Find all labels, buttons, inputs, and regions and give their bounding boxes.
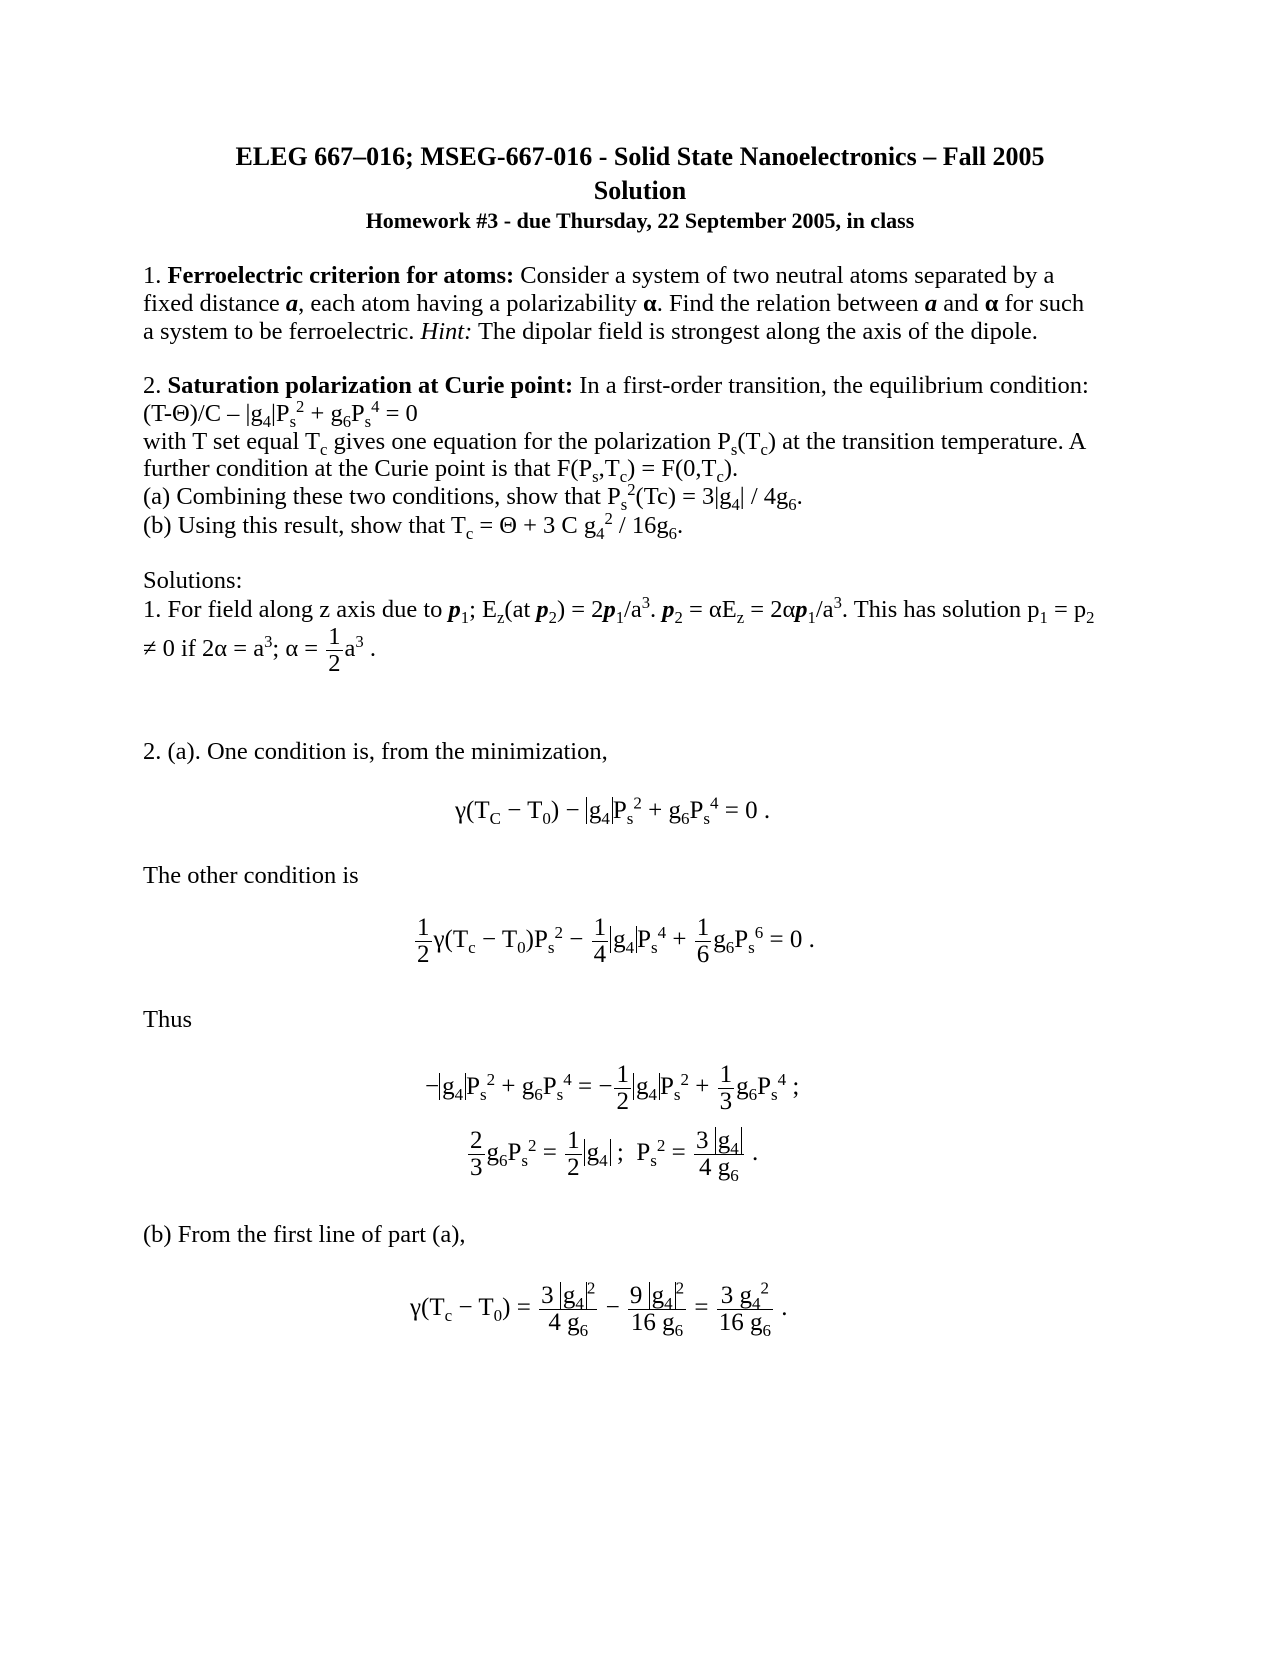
text: a system to be ferroelectric. (143, 318, 415, 345)
text: for such (1004, 290, 1085, 317)
solution-1-line-2: ≠ 0 if $2\alpha = a^3$; α = $\frac{1}{2}$ $a^3$ . (143, 623, 376, 677)
problem-2-line-4: further condition at the Curie point is that $F(P_s,T_c) = F(0,T_c)$. (143, 455, 739, 486)
text: In a first-order transition, the equilibrium condition: (579, 372, 1089, 399)
equation-thus-2: $\frac{2}{3}$ $g_6P_s^2$ = $\frac{1}{2}$ $g_4$ ; $P_s^2$ = $\frac{3 g_4}{4 g_6}$ . (470, 1127, 759, 1185)
text: 1. For field along z axis due to (143, 596, 443, 623)
problem-2-heading: Saturation polarization at Curie point: (167, 372, 574, 399)
problem-2-part-b: (b) Using this result, show that $T_c = \Theta + 3$ C $g_4^2 / 16g_6$. (143, 508, 684, 543)
homework-line: Homework #3 - due Thursday, 22 September 2005, in class (365, 208, 915, 233)
problem-1-line-1 (143, 262, 1054, 290)
hint-label: Hint: (420, 318, 473, 345)
equation-minimization: $\gamma(T_C - T_0) - g_4$ $P_s^2 + g_6P_s^4 = 0$ . (455, 793, 771, 828)
problem-2-part-a: (a) Combining these two conditions, show that $P_s^2(Tc) = 3|g_4| / 4g_6$. (143, 479, 803, 514)
equation-thus-1: − $g_4$ $P_s^2 + g_6P_s^4$ = − $\frac{1}{2}$ $g_4$ $P_s^2$ + $\frac{1}{3}$ $g_6P_s^4$ ; (425, 1061, 800, 1115)
text: (a) Combining these two conditions, show that (143, 483, 601, 510)
text: and (943, 290, 979, 317)
problem-1-line-3 (143, 318, 1038, 346)
solution-2a-intro: 2. (a). One condition is, from the minimization, (143, 738, 608, 765)
text: further condition at the Curie point is that (143, 455, 551, 482)
text: . Find the relation between (656, 290, 919, 317)
problem-1-number: 1. (143, 262, 162, 289)
thus-label: Thus (143, 1006, 192, 1033)
other-condition-label: The other condition is (143, 862, 359, 889)
problem-2-line-1 (143, 372, 1089, 400)
solutions-label: Solutions: (143, 567, 243, 594)
document-subtitle: Solution (593, 176, 687, 205)
text: fixed distance (143, 290, 280, 317)
text: gives one equation for the polarization (333, 428, 712, 455)
problem-1-text: Consider a system of two neutral atoms separated by a (520, 262, 1055, 289)
equilibrium-equation: $(T-\Theta)/C - |g_4|P_s^2 + g_6P_s^4 = 0$ (143, 396, 418, 431)
equation-free-energy: $\frac{1}{2}$ $\gamma(T_c - T_0)P_s^2$ − $\frac{1}{4}$ $g_4$ $P_s^4$ + $\frac{1}{6}$ $g_6P_s^6 = 0$ . (417, 914, 815, 968)
problem-2-line-3: with T set equal $T_c$ gives one equation for the polarization $P_s(T_c)$ at the transition temperature. A (143, 428, 1087, 459)
solution-2b-intro: (b) From the first line of part (a), (143, 1221, 466, 1248)
document-title: ELEG 667–016; MSEG-667-016 - Solid State Nanoelectronics – Fall 2005 (235, 142, 1045, 171)
text: The dipolar field is strongest along the axis of the dipole. (477, 318, 1038, 345)
text: ≠ 0 if (143, 635, 196, 663)
text: (b) Using this result, show that (143, 512, 446, 539)
text: , each atom having a polarizability (298, 290, 637, 317)
problem-1-heading: Ferroelectric criterion for atoms: (167, 262, 515, 289)
solution-1-line-1: 1. For field along z axis due to $p_1$; $E_z(at$ $p_2) = 2p_1/a^3$. $p_2 = \alpha E_z = 2\alpha p_1/a^3$. This has solution $p_1 = p_2$ (143, 592, 1095, 627)
problem-1-line-2: fixed distance a, each atom having a polarizability α. Find the relation between a and α for such (143, 290, 1085, 317)
problem-2-number: 2. (143, 372, 162, 399)
text: at the transition temperature. A (782, 428, 1087, 455)
text: with T set equal (143, 428, 300, 455)
equation-part-b: $\gamma(T_c - T_0)$ = $\frac{3 g_4^2}{4 g_6}$ − $\frac{9 g_4^2}{16 g_6}$ = $\frac{3 g_4^2}{16 g_6}$ . (410, 1278, 788, 1340)
